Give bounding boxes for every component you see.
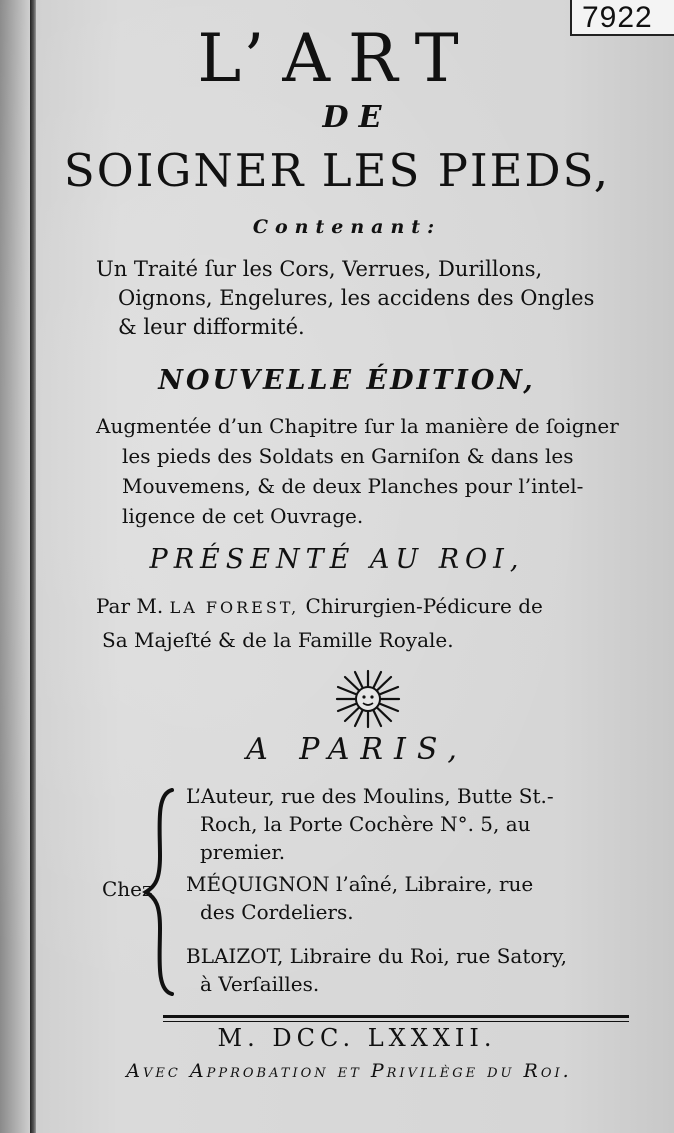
augmentation-line: les pieds des Soldats en Garniſon & dans les — [122, 444, 574, 468]
double-rule-thin — [163, 1021, 629, 1022]
title-line-3: SOIGNER LES PIEDS, — [63, 144, 611, 197]
publication-year: M. DCC. LXXXII. — [217, 1024, 497, 1052]
author-line-2: Sa Majeſté & de la Famille Royale. — [102, 628, 454, 652]
contenant-label: Contenant: — [252, 216, 442, 238]
sun-face-ornament-icon — [333, 668, 403, 730]
augmentation-block — [96, 411, 619, 531]
address-mequignon — [186, 870, 533, 926]
contents-line: Un Traité ſur les Cors, Verrues, Durillons, — [96, 257, 543, 281]
title-line-2: DE — [322, 100, 392, 135]
address-line: BLAIZOT, Libraire du Roi, rue Satory, — [186, 944, 567, 968]
double-rule-thick — [163, 1015, 629, 1018]
augmentation-line: Augmentée d’un Chapitre ſur la manière de ſoigner — [96, 414, 619, 438]
augmentation-line: ligence de cet Ouvrage. — [122, 504, 364, 528]
author-line — [96, 590, 543, 624]
title-line-1: L’ART — [197, 20, 477, 97]
augmentation-line: Mouvemens, & de deux Planches pour l’intel- — [122, 474, 584, 498]
address-line: Roch, la Porte Cochère N°. 5, au — [200, 812, 531, 836]
address-line: premier. — [200, 840, 286, 864]
address-line: des Cordeliers. — [200, 900, 354, 924]
address-line: à Verſailles. — [200, 972, 320, 996]
author-block — [96, 590, 543, 656]
catalog-stamp: 7922 — [570, 0, 674, 36]
contents-line: & leur difformité. — [118, 315, 305, 339]
address-blaizot — [186, 942, 567, 998]
privilege-line: Avec Approbation et Privilège du Roi. — [126, 1060, 572, 1082]
address-author — [186, 782, 554, 866]
contents-line: Oignons, Engelures, les accidens des Ongles — [118, 286, 595, 310]
edition-heading: NOUVELLE ÉDITION, — [158, 365, 536, 396]
presented-heading: PRÉSENTÉ AU ROI, — [149, 544, 525, 575]
curly-brace-icon — [142, 786, 182, 998]
place-heading: A PARIS, — [246, 732, 468, 767]
chez-label: Chez — [102, 877, 153, 901]
author-role: Chirurgien-Pédicure de — [305, 594, 543, 618]
address-line: L’Auteur, rue des Moulins, Butte St.- — [186, 784, 554, 808]
author-prefix: Par M. — [96, 594, 164, 618]
address-line: MÉQUIGNON l’aîné, Libraire, rue — [186, 872, 534, 896]
contents-block — [96, 255, 594, 342]
author-name: LA FOREST, — [169, 598, 300, 617]
